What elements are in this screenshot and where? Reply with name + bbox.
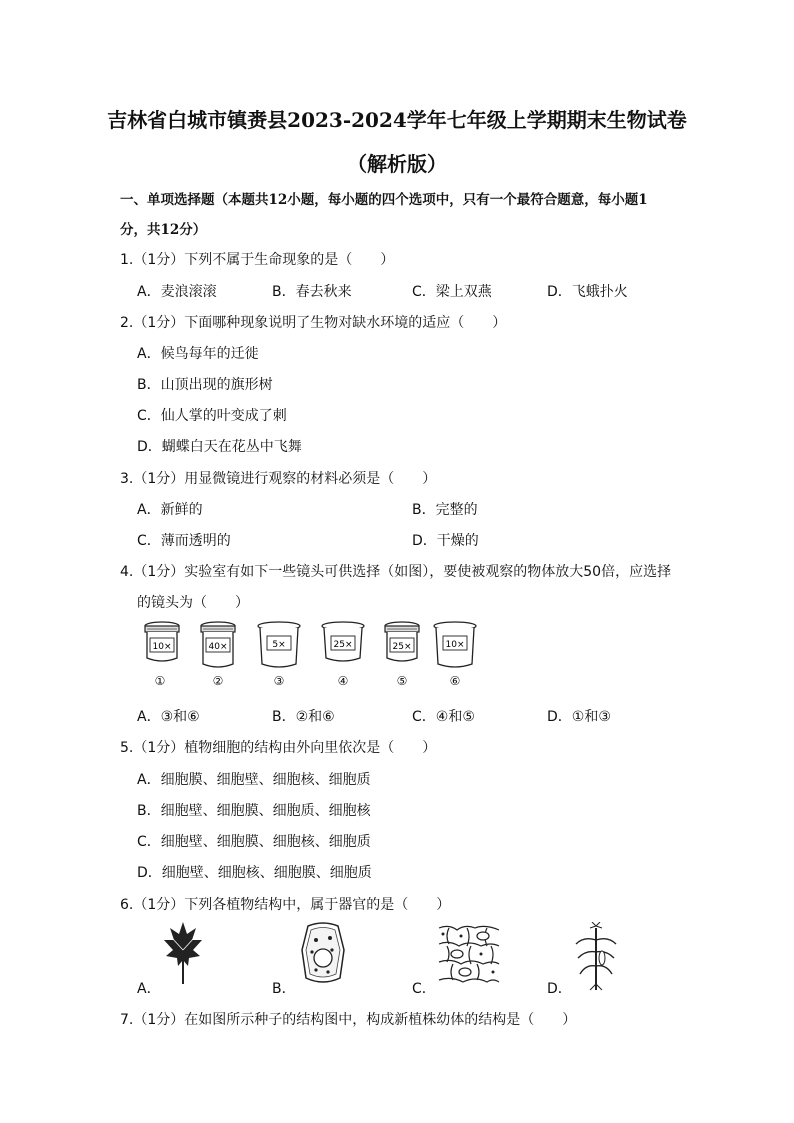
lens-figure (136, 620, 486, 700)
lens-3-label: 5× (272, 640, 286, 650)
lens-2-label: 40× (208, 642, 228, 652)
lens-1-number: ① (154, 674, 166, 688)
question-5-stem: 5.（1分）植物细胞的结构由外向里依次是（ ） (120, 740, 437, 756)
question-4-option-b: B．②和⑥ (272, 709, 335, 725)
lens-6-label: 10× (445, 640, 465, 650)
question-6-stem: 6.（1分）下列各植物结构中，属于器官的是（ ） (120, 897, 451, 913)
section-heading-line2: 分，共12分） (120, 222, 207, 238)
question-3-option-b: B．完整的 (412, 502, 478, 518)
question-5-option-b: B．细胞壁、细胞膜、细胞质、细胞核 (137, 803, 371, 819)
lens-5-number: ⑤ (396, 674, 408, 688)
question-4-option-d: D．①和③ (547, 709, 611, 725)
question-2-option-c: C．仙人掌的叶变成了刺 (137, 408, 287, 424)
question-2-stem: 2.（1分）下面哪种现象说明了生物对缺水环境的适应（ ） (120, 315, 507, 331)
question-2-option-a: A．候鸟每年的迁徙 (137, 346, 259, 362)
question-3-option-c: C．薄而透明的 (137, 533, 231, 549)
question-4-option-a: A．③和⑥ (137, 709, 200, 725)
corn-plant-image (574, 922, 618, 996)
exam-title: 吉林省白城市镇赉县2023-2024学年七年级上学期期末生物试卷 (107, 108, 687, 132)
leaf-image (162, 920, 204, 990)
section-heading-line1: 一、单项选择题（本题共12小题，每小题的四个选项中，只有一个最符合题意，每小题1 (120, 192, 648, 208)
exam-subtitle: （解析版） (347, 152, 447, 176)
lens-4-label: 25× (333, 640, 353, 650)
question-3-stem: 3.（1分）用显微镜进行观察的材料必须是（ ） (120, 471, 437, 487)
question-4-option-c: C．④和⑤ (412, 709, 475, 725)
question-3-option-a: A．新鲜的 (137, 502, 203, 518)
lens-6 (432, 620, 478, 670)
lens-3-number: ③ (273, 674, 285, 688)
lens-5-label: 25× (392, 642, 412, 652)
lens-1 (142, 620, 182, 670)
question-6-option-a: A． (137, 981, 161, 997)
lens-2 (198, 620, 238, 670)
question-6-option-c: C． (412, 981, 436, 997)
question-4-stem-line2: 的镜头为（ ） (137, 595, 249, 611)
question-7-stem: 7.（1分）在如图所示种子的结构图中，构成新植株幼体的结构是（ ） (120, 1012, 577, 1028)
question-6-option-b: B． (272, 981, 296, 997)
plant-cell-image (298, 920, 348, 990)
epidermis-tissue-image (437, 924, 501, 992)
lens-6-number: ⑥ (449, 674, 461, 688)
lens-4-number: ④ (337, 674, 349, 688)
question-1-option-b: B．春去秋来 (272, 284, 352, 300)
lens-1-label: 10× (152, 642, 172, 652)
question-1-option-a: A．麦浪滚滚 (137, 284, 217, 300)
question-6-option-d: D． (547, 981, 572, 997)
lens-4 (320, 620, 366, 670)
question-1-option-c: C．梁上双燕 (412, 284, 492, 300)
question-5-option-d: D．细胞壁、细胞核、细胞膜、细胞质 (137, 865, 372, 881)
question-3-option-d: D．干燥的 (412, 533, 479, 549)
question-5-option-a: A．细胞膜、细胞壁、细胞核、细胞质 (137, 772, 371, 788)
question-1-option-d: D．飞蛾扑火 (547, 284, 628, 300)
question-2-option-d: D．蝴蝶白天在花丛中飞舞 (137, 439, 302, 455)
lens-2-number: ② (212, 674, 224, 688)
question-2-option-b: B．山顶出现的旗形树 (137, 377, 273, 393)
lens-5 (382, 620, 422, 670)
question-5-option-c: C．细胞壁、细胞膜、细胞核、细胞质 (137, 834, 371, 850)
question-4-stem-line1: 4.（1分）实验室有如下一些镜头可供选择（如图），要使被观察的物体放大50倍，应选择 (120, 564, 672, 580)
question-1-stem: 1.（1分）下列不属于生命现象的是（ ） (120, 252, 395, 268)
lens-3 (256, 620, 302, 670)
